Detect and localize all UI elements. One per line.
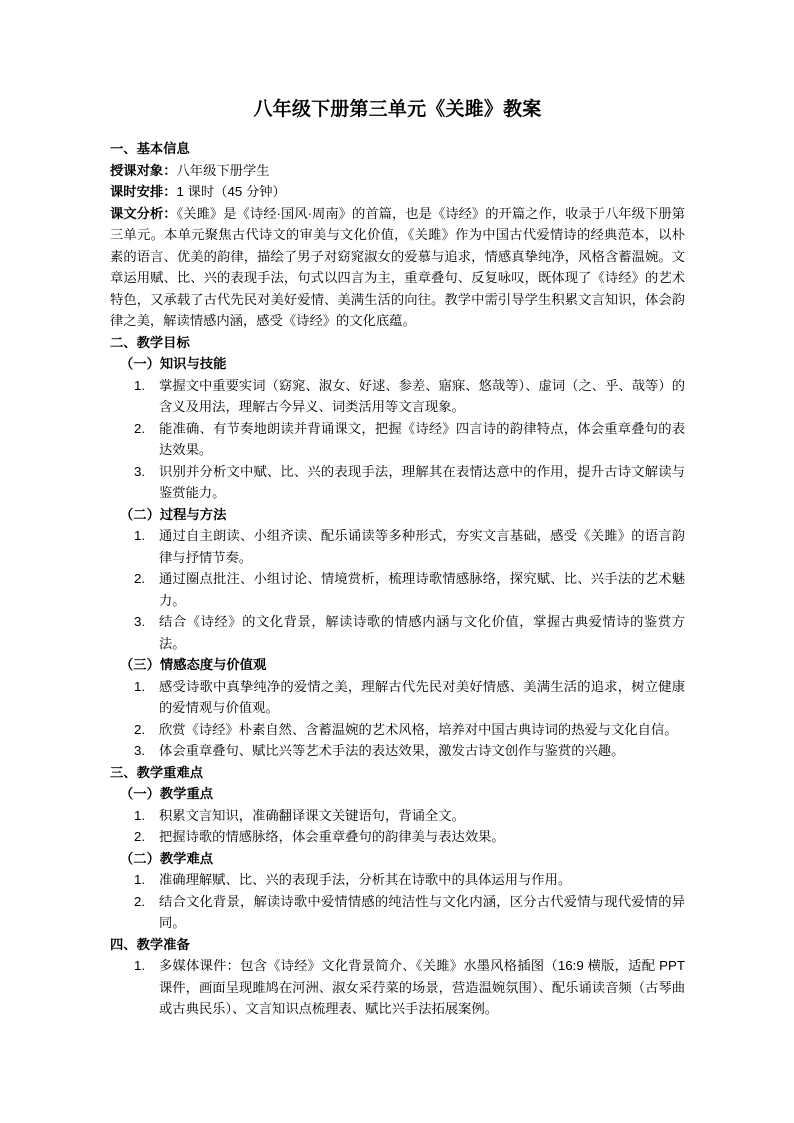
subheading-difficult-points: （二）教学难点: [120, 850, 214, 866]
list-item: 结合《诗经》的文化背景，解读诗歌的情感内涵与文化价值，掌握古典爱情诗的鉴赏方法。: [159, 614, 685, 651]
list-item: 欣赏《诗经》朴素自然、含蓄温婉的艺术风格，培养对中国古典诗词的热爱与文化自信。: [159, 721, 678, 737]
list-item: 结合文化背景，解读诗歌中爱情情感的纯洁性与文化内涵，区分古代爱情与现代爱情的异同。: [159, 893, 685, 930]
list-item: 感受诗歌中真挚纯净的爱情之美，理解古代先民对美好情感、美满生活的追求，树立健康的爱情观与价值观。: [159, 678, 685, 715]
field-teaching-target-label: 授课对象: [110, 162, 164, 178]
subheading-knowledge-skills: （一）知识与技能: [120, 356, 227, 371]
field-teaching-target-value: 八年级下册学生: [176, 162, 270, 178]
field-teaching-target: [110, 160, 685, 182]
section-basic-info: [110, 138, 685, 332]
section-heading-preparation: 四、教学准备: [110, 936, 190, 952]
subheading-emotion-attitude-values: （三）情感态度与价值观: [120, 657, 267, 672]
section-key-difficult-points: [110, 762, 685, 934]
field-lesson-arrangement-separator: ：: [163, 184, 177, 199]
field-lesson-arrangement-label: 课时安排: [110, 184, 164, 199]
field-teaching-target-separator: ：: [163, 162, 177, 178]
field-lesson-arrangement-value: 1 课时（45 分钟）: [176, 184, 286, 199]
list-process-methods: [110, 525, 685, 654]
section-preparation: [110, 934, 685, 1020]
field-lesson-arrangement: [110, 181, 685, 203]
list-preparation: [110, 955, 685, 1020]
field-text-analysis-separator: ：: [163, 205, 177, 221]
list-difficult-points: [110, 869, 685, 934]
field-text-analysis-value: 《关雎》是《诗经·国风·周南》的首篇，也是《诗经》的开篇之作，收录于八年级下册第三单元。本单元聚焦古代诗文的审美与文化价值，《关雎》作为中国古代爱情诗的经典范本，以朴素的语言、优美的韵律，描绘了男子对窈窕淑女的爱慕与追求，情感真挚纯净，风格含蓄温婉。文章运用赋、比、兴的表现手法，句式以四言为主，重章叠句、反复咏叹，既体现了《诗经》的艺术特色，又承载了古代先民对美好爱情、美满生活的向往。教学中需引导学生积累文言知识，体会韵律之美，解读情感内涵，感受《诗经》的文化底蕴。: [110, 205, 685, 328]
section-heading-objectives: 二、教学目标: [110, 334, 190, 350]
section-heading-key-difficult-points: 三、教学重难点: [110, 764, 204, 780]
list-item: 把握诗歌的情感脉络，体会重章叠句的韵律美与表达效果。: [159, 829, 505, 844]
subheading-key-points: （一）教学重点: [120, 786, 214, 801]
list-key-points: [110, 805, 685, 848]
list-item: 掌握文中重要实词（窈窕、淑女、好逑、参差、寤寐、悠哉等）、虚词（之、乎、哉等）的含义及用法，理解古今异义、词类活用等文言现象。: [159, 377, 685, 414]
list-item: 积累文言知识，准确翻译课文关键语句，背诵全文。: [159, 807, 465, 823]
list-item: 准确理解赋、比、兴的表现手法，分析其在诗歌中的具体运用与作用。: [159, 872, 572, 887]
list-item: 通过圈点批注、小组讨论、情境赏析，梳理诗歌情感脉络，探究赋、比、兴手法的艺术魅力。: [159, 571, 685, 608]
list-item: 识别并分析文中赋、比、兴的表现手法，理解其在表情达意中的作用，提升古诗文解读与鉴赏能力。: [159, 463, 685, 500]
list-item: 能准确、有节奏地朗读并背诵课文，把握《诗经》四言诗的韵律特点，体会重章叠句的表达效果。: [159, 420, 685, 457]
section-objectives: [110, 332, 685, 762]
list-item: 体会重章叠句、赋比兴等艺术手法的表达效果，激发古诗文创作与鉴赏的兴趣。: [159, 743, 625, 758]
list-emotion-attitude-values: [110, 676, 685, 762]
field-text-analysis: [110, 203, 685, 332]
section-heading-basic-info: 一、基本信息: [110, 141, 190, 156]
field-text-analysis-label: 课文分析: [110, 205, 164, 221]
page-title: 八年级下册第三单元《关雎》教案: [253, 99, 542, 120]
subheading-process-methods: （二）过程与方法: [120, 506, 227, 522]
list-item: 通过自主朗读、小组齐读、配乐诵读等多种形式，夯实文言基础，感受《关雎》的语言韵律与抒情节奏。: [159, 528, 685, 565]
list-knowledge-skills: [110, 375, 685, 504]
list-item: 多媒体课件：包含《诗经》文化背景简介、《关雎》水墨风格插图（16:9 横版，适配 PPT 课件，画面呈现雎鸠在河洲、淑女采荇菜的场景，营造温婉氛围）、配乐诵读音频（古琴曲或古典民乐）、文言知识点梳理表、赋比兴手法拓展案例。: [159, 958, 685, 1016]
